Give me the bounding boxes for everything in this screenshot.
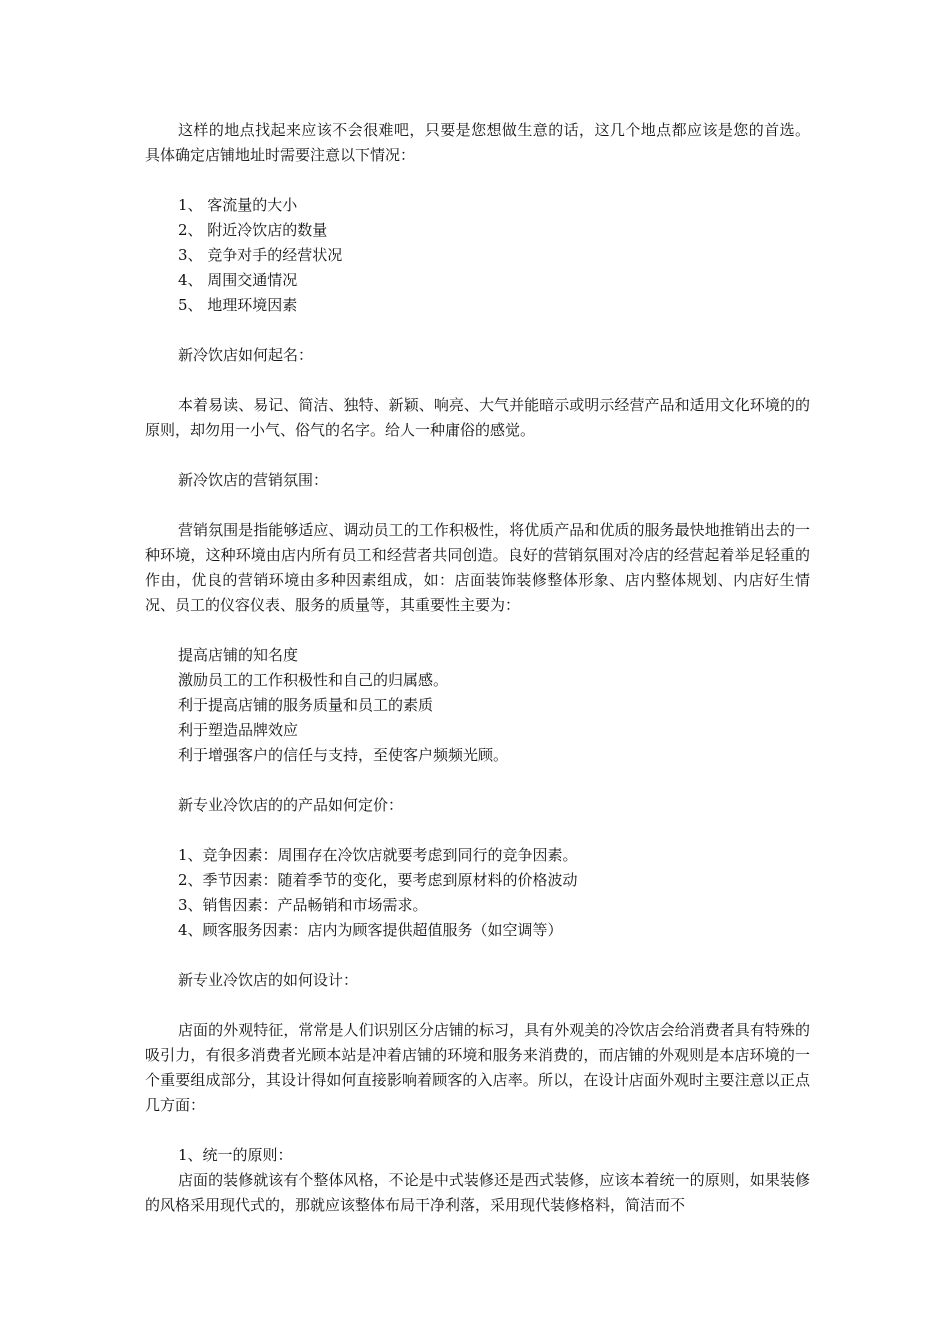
intro-paragraph: 这样的地点找起来应该不会很难吧，只要是您想做生意的话，这几个地点都应该是您的首选。 具体确定店铺地址时需要注意以下情况： — [145, 121, 810, 164]
list-item: 激励员工的工作积极性和自己的归属感。 — [178, 671, 449, 689]
list-item: 5、 地理环境因素 — [178, 296, 298, 314]
list-item: 利于塑造品牌效应 — [178, 721, 299, 739]
list-item: 2、季节因素：随着季节的变化，要考虑到原材料的价格波动 — [178, 871, 578, 889]
list-item: 利于提高店铺的服务质量和员工的素质 — [178, 696, 434, 714]
design-paragraph: 店面的外观特征，常常是人们识别区分店铺的标习，具有外观美的冷饮店会给消费者具有特殊的吸引力，有很多消费者光顾本站是冲着店铺的环境和服务来消费的，而店铺的外观则是本店环境的一个重要组成部分，其设计得如何直接影响着顾客的入店率。所以，在设计店面外观时主要注意以正点几方面： — [145, 1021, 810, 1114]
list-item: 3、 竞争对手的经营状况 — [178, 246, 343, 264]
marketing-paragraph: 营销氛围是指能够适应、调动员工的工作积极性，将优质产品和优质的服务最快地推销出去的一种环境，这种环境由店内所有员工和经营者共同创造。良好的营销氛围对冷店的经营起着举足轻重的作由，优良的营销环境由多种因素组成，如：店面装饰装修整体形象、店内整体规划、内店好生情况、员工的仪容仪表、服务的质量等，其重要性主要为： — [145, 521, 810, 614]
pricing-factor-list — [145, 843, 810, 943]
list-item: 4、 周围交通情况 — [178, 271, 298, 289]
design-principle-paragraph: 店面的装修就该有个整体风格，不论是中式装修还是西式装修，应该本着统一的原则，如果装修的风格采用现代式的，那就应该整体布局干净利落，采用现代装修格料，简洁而不 — [145, 1171, 810, 1214]
list-item: 提高店铺的知名度 — [178, 646, 299, 664]
pricing-heading: 新专业冷饮店的的产品如何定价： — [178, 796, 404, 814]
list-item: 3、销售因素：产品畅销和市场需求。 — [178, 896, 428, 914]
list-item: 1、 客流量的大小 — [178, 196, 298, 214]
list-item: 4、顾客服务因素：店内为顾客提供超值服务（如空调等） — [178, 921, 563, 939]
marketing-benefit-list — [145, 643, 810, 768]
document-page — [145, 118, 810, 1218]
list-item: 利于增强客户的信任与支持，至使客户频频光顾。 — [178, 746, 509, 764]
location-factor-list — [145, 193, 810, 318]
list-item: 1、竞争因素：周围存在冷饮店就要考虑到同行的竞争因素。 — [178, 846, 578, 864]
design-principle-title: 1、统一的原则： — [178, 1146, 293, 1164]
naming-paragraph: 本着易读、易记、简洁、独特、新颖、响亮、大气并能暗示或明示经营产品和适用文化环境的的原则，却勿用一小气、俗气的名字。给人一种庸俗的感觉。 — [145, 396, 810, 439]
marketing-heading: 新冷饮店的营销氛围： — [178, 471, 329, 489]
list-item: 2、 附近冷饮店的数量 — [178, 221, 328, 239]
design-heading: 新专业冷饮店的如何设计： — [178, 971, 359, 989]
naming-heading: 新冷饮店如何起名： — [178, 346, 314, 364]
